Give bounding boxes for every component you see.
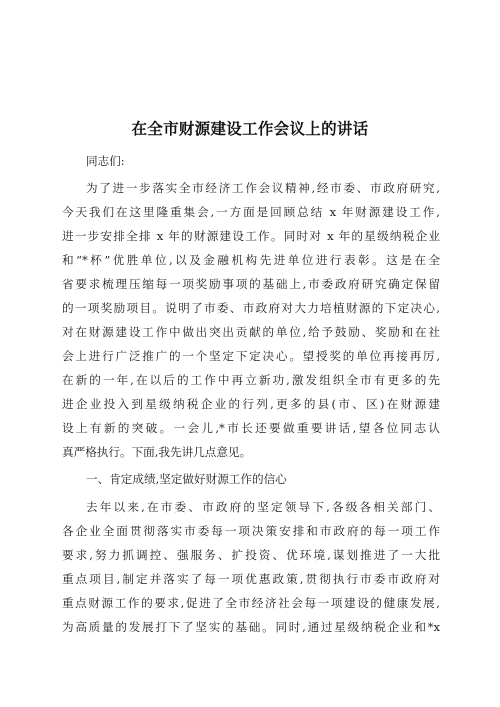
paragraph-line: 对在财源建设工作中做出突出贡献的单位,给予鼓励、奖励和在社 [62, 325, 440, 339]
section-heading: 一、肯定成绩,坚定做好财源工作的信心 [86, 472, 287, 486]
paragraph-line: 要求,努力抓调控、强服务、扩投资、优环境,谋划推进了一大批 [62, 548, 440, 562]
paragraph-line: 设上有新的突破。一会儿,*市长还要做重要讲话,望各位同志认 [62, 421, 440, 435]
paragraph-line: 去年以来,在市委、市政府的坚定领导下,各级各相关部门、 [86, 500, 440, 514]
paragraph-line: 真严格执行。下面,我先讲几点意见。 [62, 445, 252, 459]
paragraph-line: 各企业全面贯彻落实市委每一项决策安排和市政府的每一项工作 [62, 524, 440, 538]
paragraph-line: 为了进一步落实全市经济工作会议精神,经市委、市政府研究, [86, 181, 440, 195]
paragraph-line: 会上进行广泛推广的一个坚定下定决心。望授奖的单位再接再厉, [62, 349, 440, 363]
paragraph-line: 在新的一年,在以后的工作中再立新功,激发组织全市有更多的先 [62, 373, 440, 387]
paragraph-line: 进一步安排全排 x 年的财源建设工作。同时对 x 年的星级纳税企业 [62, 229, 440, 243]
paragraph-line: 和“*杯”优胜单位,以及金融机构先进单位进行表彰。这是在全 [62, 253, 440, 267]
paragraph-line: 重点项目,制定并落实了每一项优惠政策,贯彻执行市委市政府对 [62, 572, 440, 586]
paragraph-line: 今天我们在这里隆重集会,一方面是回顾总结 x 年财源建设工作, [62, 205, 440, 219]
paragraph-line: 进企业投入到星级纳税企业的行列,更多的县(市、区)在财源建 [62, 397, 440, 411]
greeting: 同志们: [86, 154, 125, 168]
paragraph-line: 的一项奖励项目。说明了市委、市政府对大力培植财源的下定决心, [62, 301, 440, 315]
paragraph-line: 为高质量的发展打下了坚实的基础。同时,通过星级纳税企业和*x [62, 620, 440, 634]
document-title: 在全市财源建设工作会议上的讲话 [131, 120, 369, 138]
paragraph-line: 省要求梳理压缩每一项奖励事项的基础上,市委政府研究确定保留 [62, 277, 440, 291]
paragraph-line: 重点财源工作的要求,促进了全市经济社会每一项建设的健康发展, [62, 596, 440, 610]
